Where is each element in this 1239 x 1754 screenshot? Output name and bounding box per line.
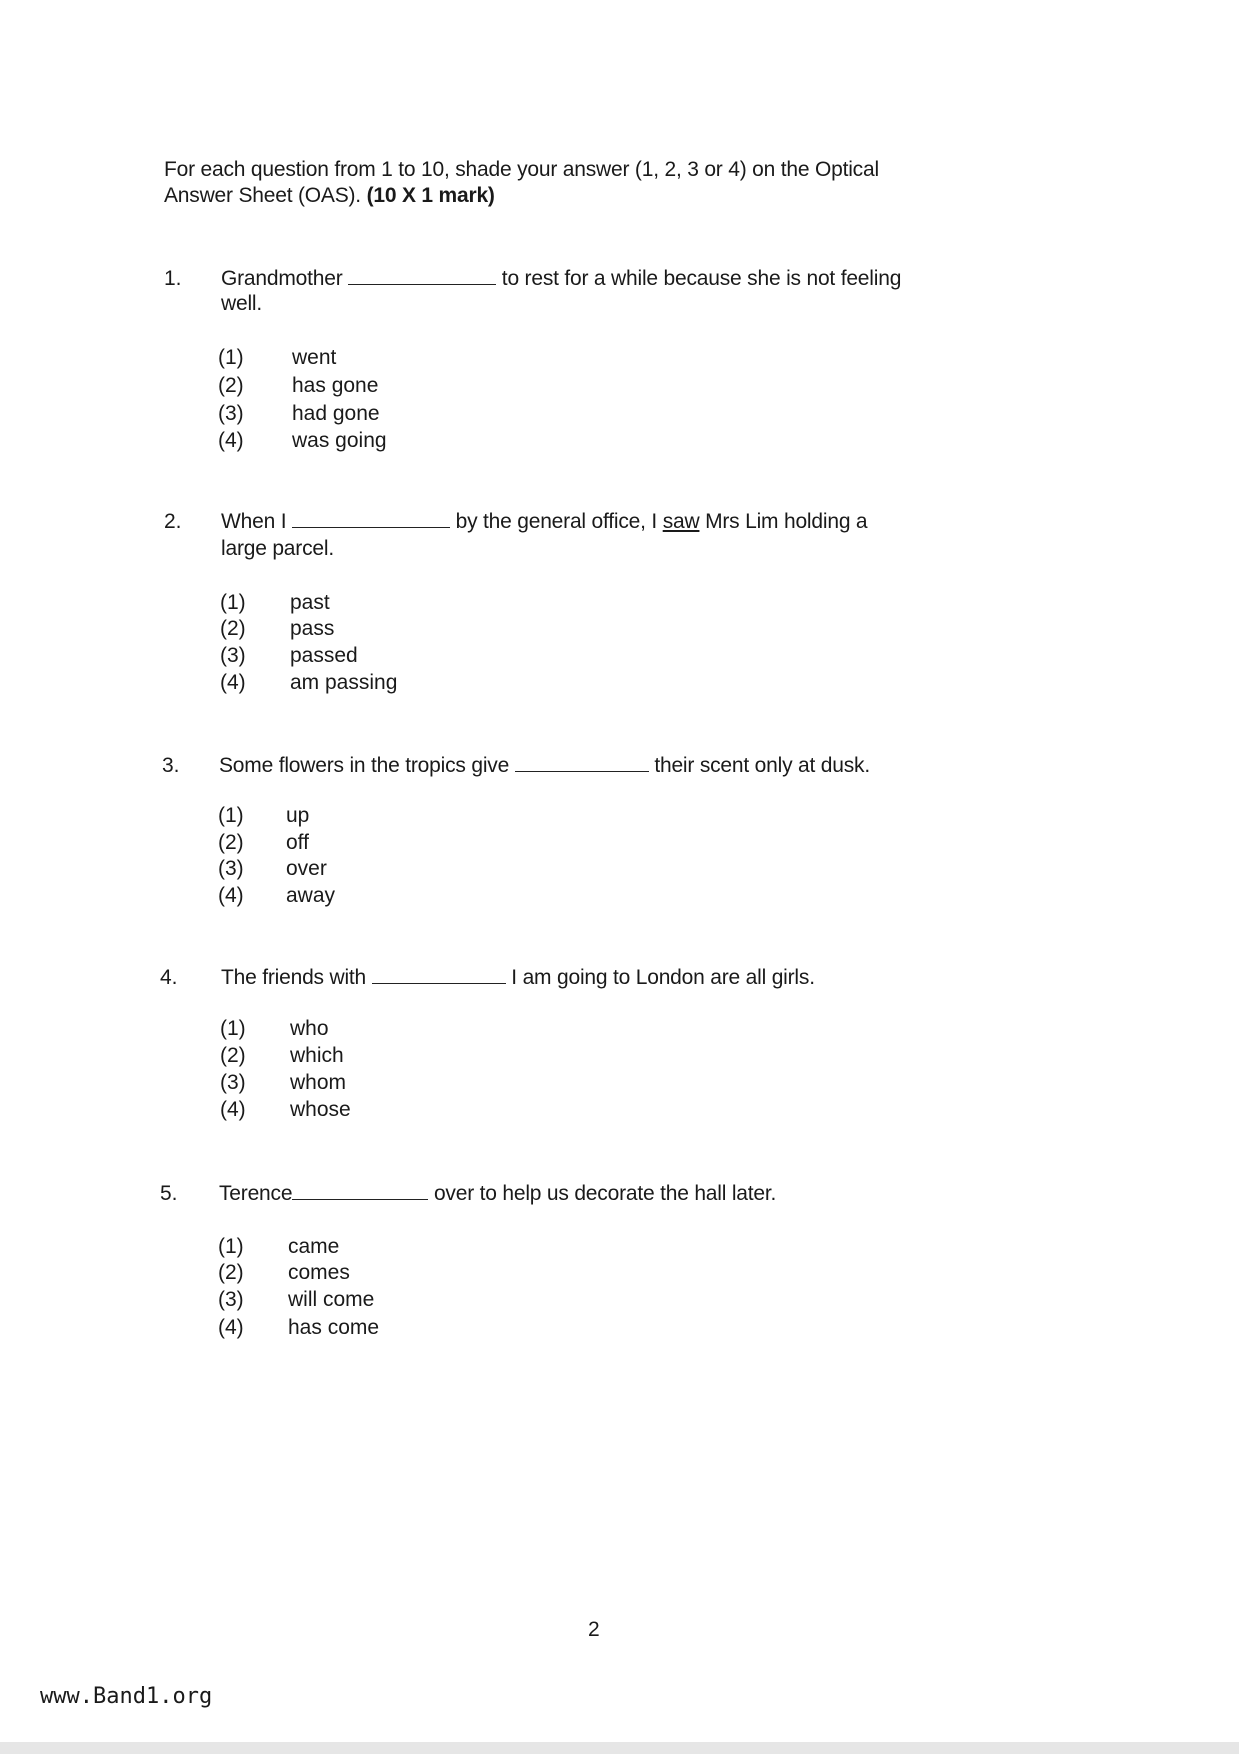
- footer-website: www.Band1.org: [40, 1684, 213, 1709]
- instructions-line-1: For each question from 1 to 10, shade your answer (1, 2, 3 or 4) on the Optical: [164, 158, 879, 181]
- option-label: (4): [220, 1098, 246, 1121]
- option-text: who: [290, 1017, 329, 1040]
- option-text: which: [290, 1044, 344, 1067]
- option-text: am passing: [290, 671, 398, 694]
- option-text: has gone: [292, 374, 379, 397]
- option-text: has come: [288, 1316, 380, 1339]
- option-text: past: [290, 591, 330, 614]
- stem-continuation: large parcel.: [221, 537, 334, 560]
- question-number: 5.: [160, 1182, 178, 1205]
- underlined-word: saw: [662, 510, 700, 533]
- question-number: 3.: [162, 754, 180, 777]
- option-text: off: [286, 831, 309, 854]
- page-number: 2: [588, 1618, 600, 1641]
- stem-text: The friends with: [221, 966, 372, 989]
- option-text: away: [286, 884, 336, 907]
- option-label: (4): [218, 884, 244, 907]
- option-text: was going: [292, 429, 387, 452]
- question-number: 2.: [164, 510, 182, 533]
- answer-blank: [292, 1181, 428, 1200]
- stem-text: Some flowers in the tropics give: [219, 754, 515, 777]
- scan-edge-band: [0, 1742, 1239, 1754]
- question-number: 1.: [164, 267, 182, 290]
- option-text: over: [286, 857, 327, 880]
- option-label: (4): [218, 429, 244, 452]
- stem-text: I am going to London are all girls.: [505, 966, 815, 989]
- option-label: (2): [220, 617, 246, 640]
- stem-text: to rest for a while because she is not feeling: [496, 267, 902, 290]
- stem-text: over to help us decorate the hall later.: [428, 1182, 777, 1205]
- option-label: (3): [218, 857, 244, 880]
- option-text: went: [292, 346, 337, 369]
- option-text: whose: [290, 1098, 351, 1121]
- option-label: (2): [220, 1044, 246, 1067]
- question-number: 4.: [160, 966, 178, 989]
- option-label: (4): [220, 671, 246, 694]
- question-5-stem: [219, 1181, 776, 1207]
- option-label: (3): [218, 402, 244, 425]
- option-text: will come: [288, 1288, 375, 1311]
- stem-text: Mrs Lim holding a: [699, 510, 868, 533]
- option-text: up: [286, 804, 310, 827]
- option-text: passed: [290, 644, 358, 667]
- stem-text: by the general office, I: [449, 510, 663, 533]
- instructions-line-2: [164, 183, 495, 209]
- option-label: (4): [218, 1316, 244, 1339]
- option-label: (1): [220, 1017, 246, 1040]
- stem-text: When I: [221, 510, 292, 533]
- option-label: (1): [220, 591, 246, 614]
- option-text: comes: [288, 1261, 350, 1284]
- option-label: (2): [218, 1261, 244, 1284]
- answer-blank: [348, 266, 496, 285]
- question-3-stem: [219, 753, 870, 779]
- question-4-stem: [221, 965, 815, 991]
- option-label: (3): [220, 644, 246, 667]
- option-text: whom: [290, 1071, 347, 1094]
- answer-blank: [515, 753, 649, 772]
- option-label: (2): [218, 374, 244, 397]
- option-label: (1): [218, 804, 244, 827]
- answer-blank: [292, 509, 450, 528]
- marks-allocation: (10 X 1 mark): [366, 184, 495, 207]
- question-1-stem: [221, 266, 901, 292]
- answer-blank: [372, 965, 506, 984]
- stem-text: their scent only at dusk.: [648, 754, 870, 777]
- stem-text: Grandmother: [221, 267, 349, 290]
- option-label: (1): [218, 346, 244, 369]
- stem-text: Terence: [219, 1182, 293, 1205]
- option-text: pass: [290, 617, 335, 640]
- option-label: (3): [220, 1071, 246, 1094]
- option-label: (1): [218, 1235, 244, 1258]
- question-2-stem: [221, 509, 867, 535]
- option-label: (2): [218, 831, 244, 854]
- instructions-text: Answer Sheet (OAS).: [164, 184, 367, 207]
- option-label: (3): [218, 1288, 244, 1311]
- option-text: had gone: [292, 402, 380, 425]
- option-text: came: [288, 1235, 340, 1258]
- stem-continuation: well.: [221, 292, 263, 315]
